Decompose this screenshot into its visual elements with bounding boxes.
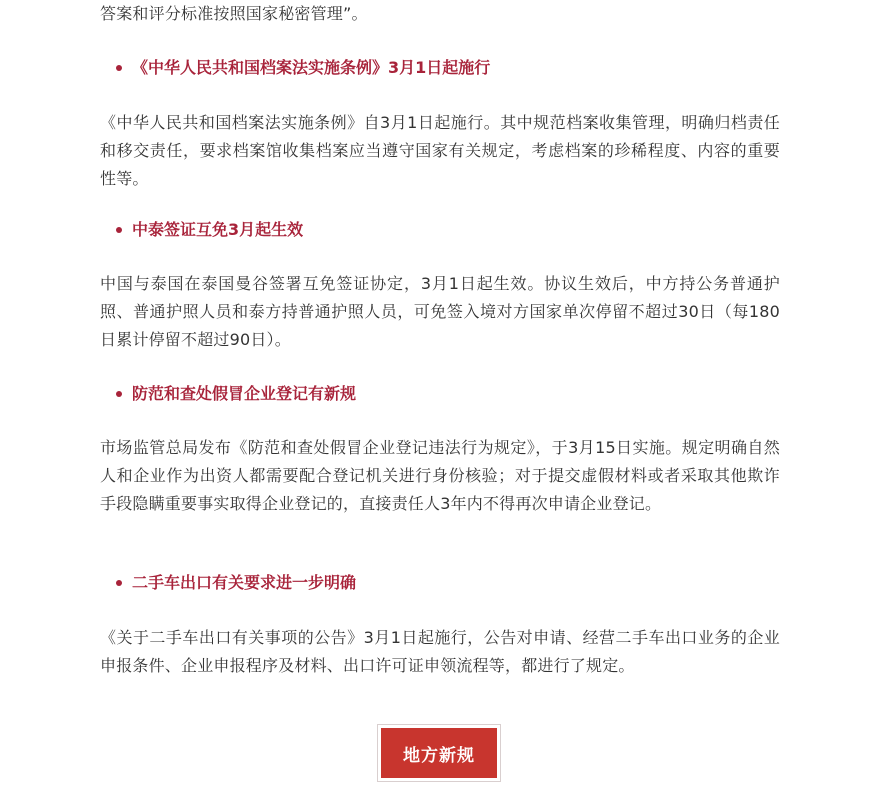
section-heading-text: 中泰签证互免3月起生效	[132, 220, 304, 239]
local-regulations-button[interactable]: 地方新规	[381, 728, 497, 778]
section-heading	[100, 216, 780, 244]
section-2	[100, 216, 780, 244]
local-regulations-button-frame[interactable]	[377, 724, 501, 782]
section-3	[100, 380, 780, 408]
section-3-body	[100, 434, 780, 518]
section-heading	[100, 54, 780, 82]
bullet-icon	[116, 391, 122, 397]
section-heading-text: 二手车出口有关要求进一步明确	[132, 573, 357, 592]
section-1-body	[100, 109, 780, 193]
section-paragraph: 市场监管总局发布《防范和查处假冒企业登记违法行为规定》，于3月15日实施。规定明确自然人和企业作为出资人都需要配合登记机关进行身份核验；对于提交虚假材料或者采取其他欺诈手段隐瞒重要事实取得企业登记的，直接责任人3年内不得再次申请企业登记。	[100, 438, 780, 513]
section-heading-text: 《中华人民共和国档案法实施条例》3月1日起施行	[132, 58, 491, 77]
bullet-icon	[116, 65, 122, 71]
section-4-body	[100, 624, 780, 680]
section-1	[100, 54, 780, 82]
intro-paragraph-tail: 答案和评分标准按照国家秘密管理”。	[100, 4, 368, 23]
section-paragraph: 《关于二手车出口有关事项的公告》3月1日起施行，公告对申请、经营二手车出口业务的企业申报条件、企业申报程序及材料、出口许可证申领流程等，都进行了规定。	[100, 628, 780, 675]
bullet-icon	[116, 580, 122, 586]
section-paragraph: 《中华人民共和国档案法实施条例》自3月1日起施行。其中规范档案收集管理，明确归档责任和移交责任，要求档案馆收集档案应当遵守国家有关规定，考虑档案的珍稀程度、内容的重要性等。	[100, 113, 780, 188]
section-4	[100, 569, 780, 597]
section-2-body	[100, 270, 780, 354]
section-heading-text: 防范和查处假冒企业登记有新规	[132, 384, 357, 403]
section-heading	[100, 569, 780, 597]
bullet-icon	[116, 227, 122, 233]
section-paragraph: 中国与泰国在泰国曼谷签署互免签证协定，3月1日起生效。协议生效后，中方持公务普通护照、普通护照人员和泰方持普通护照人员，可免签入境对方国家单次停留不超过30日（每180日累计停留不超过90日）。	[100, 274, 780, 349]
section-heading	[100, 380, 780, 408]
